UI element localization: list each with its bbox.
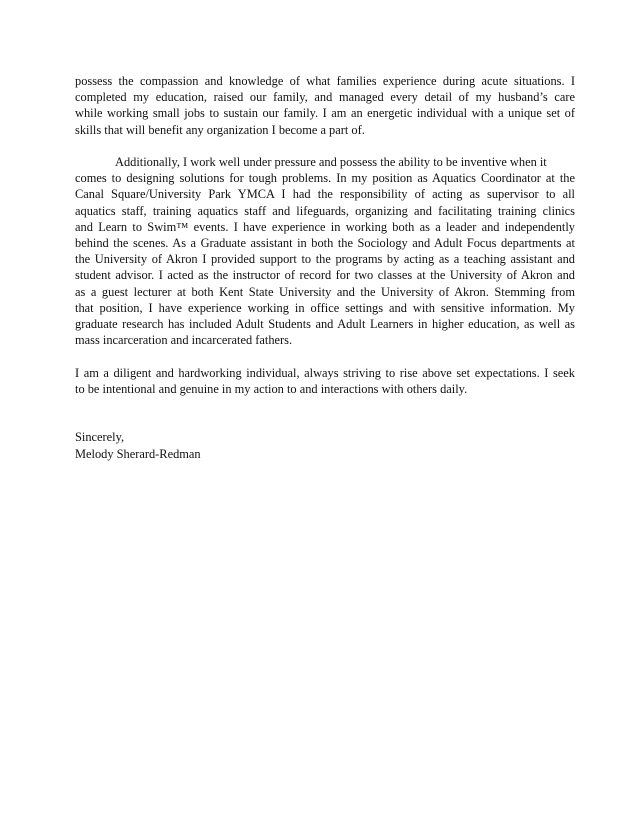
signature-name: Melody Sherard-Redman xyxy=(75,446,201,461)
text-line: comes to designing solutions for tough problems. In my position as Aquatics Coordinator at the xyxy=(75,171,575,186)
paragraph-diligence xyxy=(75,365,575,397)
text-line: while working small jobs to sustain our family. I am an energetic individual with a unique set of xyxy=(75,106,575,121)
closing-salutation: Sincerely, xyxy=(75,430,125,445)
text-line: completed my education, raised our family, and managed every detail of my husband’s care xyxy=(75,90,575,105)
text-line: Canal Square/University Park YMCA I had the responsibility of acting as supervisor to all xyxy=(75,187,575,202)
text-line: and Learn to Swim™ events. I have experience in working both as a leader and independently xyxy=(75,219,575,234)
text-line: to be intentional and genuine in my action to and interactions with others daily. xyxy=(75,381,468,396)
letter-body xyxy=(75,73,575,462)
text-line: graduate research has included Adult Students and Adult Learners in higher education, as well as xyxy=(75,317,575,332)
text-line: skills that will benefit any organization I become a part of. xyxy=(75,122,365,137)
text-line: behind the scenes. As a Graduate assistant in both the Sociology and Adult Focus departments at xyxy=(75,236,575,251)
paragraph-gap xyxy=(75,138,575,154)
text-line: possess the compassion and knowledge of what families experience during acute situations. I xyxy=(75,74,575,88)
text-line: aquatics staff, training aquatics staff and lifeguards, organizing and facilitating training clinics xyxy=(75,203,575,218)
paragraph-experience xyxy=(75,154,575,348)
paragraph-gap xyxy=(75,397,575,413)
text-line: as a guest lecturer at both Kent State University and the University of Akron. Stemming from xyxy=(75,284,575,299)
paragraph-compassion xyxy=(75,73,575,138)
text-line: the University of Akron I provided support to the programs by acting as a teaching assistant and xyxy=(75,252,575,267)
paragraph-gap xyxy=(75,348,575,364)
text-line: that position, I have experience working in office settings and with sensitive information. My xyxy=(75,300,575,315)
text-line: I am a diligent and hardworking individual, always striving to rise above set expectations. I seek xyxy=(75,365,575,380)
signature-block xyxy=(75,429,575,461)
text-line: mass incarceration and incarcerated fathers. xyxy=(75,333,293,348)
text-line: Additionally, I work well under pressure and possess the ability to be inventive when it xyxy=(115,155,547,169)
text-line: student advisor. I acted as the instructor of record for two classes at the University of Akron and xyxy=(75,268,575,283)
